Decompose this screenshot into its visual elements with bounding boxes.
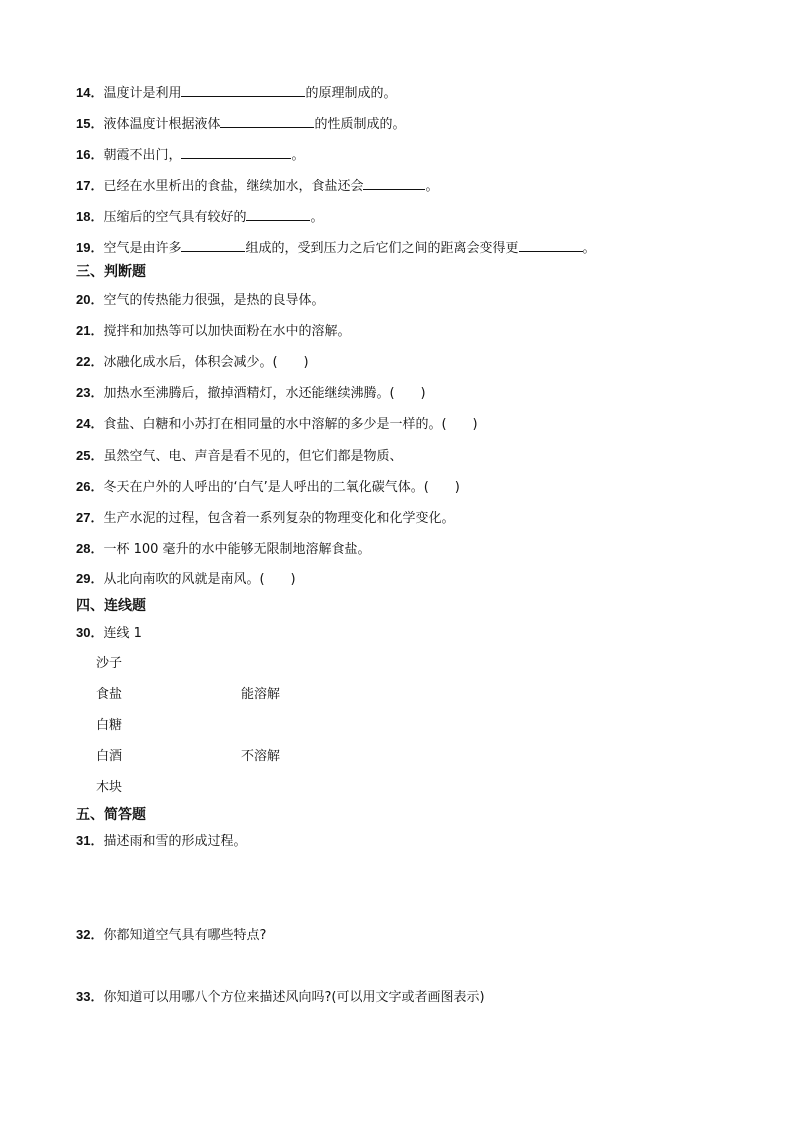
match-left-item[interactable]: 白酒	[96, 749, 123, 764]
question-24	[76, 415, 478, 434]
question-number: 14．	[76, 85, 104, 100]
question-22	[76, 353, 309, 372]
question-15	[76, 114, 406, 134]
question-19	[76, 238, 596, 258]
question-text: 温度计是利用	[103, 86, 182, 101]
question-28	[76, 540, 371, 559]
question-number: 28．	[76, 541, 104, 556]
match-right-item[interactable]: 能溶解	[241, 687, 281, 702]
question-number: 19．	[76, 240, 104, 255]
question-text: 你都知道空气具有哪些特点?	[103, 928, 267, 943]
match-left-item[interactable]: 沙子	[96, 656, 123, 671]
question-14	[76, 83, 397, 103]
question-number: 16．	[76, 147, 104, 162]
question-number: 20．	[76, 292, 104, 307]
question-text: 你知道可以用哪八个方位来描述风向吗?(可以用文字或者画图表示)	[103, 990, 485, 1005]
question-text: 从北向南吹的风就是南风。( )	[103, 572, 296, 587]
question-33	[76, 988, 485, 1007]
question-32	[76, 926, 266, 945]
question-text: 一杯 100 毫升的水中能够无限制地溶解食盐。	[103, 542, 371, 557]
question-21	[76, 322, 350, 341]
question-number: 17．	[76, 178, 104, 193]
question-number: 25．	[76, 448, 104, 463]
question-text: 的原理制成的。	[305, 86, 397, 101]
question-text: 连线 1	[103, 626, 142, 641]
question-number: 26．	[76, 479, 104, 494]
match-left-item[interactable]: 食盐	[96, 687, 123, 702]
question-text: 加热水至沸腾后，撤掉酒精灯，水还能继续沸腾。( )	[103, 386, 426, 401]
question-text: 空气的传热能力很强，是热的良导体。	[103, 293, 325, 308]
question-number: 24．	[76, 416, 104, 431]
question-text: 搅拌和加热等可以加快面粉在水中的溶解。	[103, 324, 351, 339]
question-31	[76, 832, 246, 851]
match-right-item[interactable]: 不溶解	[241, 749, 281, 764]
question-number: 32．	[76, 927, 104, 942]
question-number: 21．	[76, 323, 104, 338]
question-27	[76, 509, 454, 528]
question-text: 朝霞不出门，	[103, 148, 182, 163]
question-text: 的性质制成的。	[314, 117, 406, 132]
question-text: 虽然空气、电、声音是看不见的，但它们都是物质、	[103, 449, 403, 464]
question-text: 。	[582, 241, 596, 256]
question-20	[76, 291, 324, 310]
question-text: 。	[310, 210, 324, 225]
question-16	[76, 145, 305, 165]
question-number: 30．	[76, 625, 104, 640]
question-text: 描述雨和雪的形成过程。	[103, 834, 247, 849]
question-text: 压缩后的空气具有较好的	[103, 210, 247, 225]
question-number: 22．	[76, 354, 104, 369]
question-18	[76, 207, 324, 227]
section-heading-matching: 四、连线题	[76, 598, 146, 614]
question-26	[76, 478, 460, 497]
answer-blank[interactable]	[181, 83, 305, 97]
question-text: 生产水泥的过程，包含着一系列复杂的物理变化和化学变化。	[103, 511, 455, 526]
question-text: 空气是由许多	[103, 241, 182, 256]
question-text: 组成的，受到压力之后它们之间的距离会变得更	[245, 241, 519, 256]
question-17	[76, 176, 439, 196]
match-left-item[interactable]: 白糖	[96, 718, 123, 733]
answer-blank[interactable]	[181, 238, 245, 252]
question-number: 18．	[76, 209, 104, 224]
answer-blank[interactable]	[246, 207, 310, 221]
question-25	[76, 447, 402, 466]
section-heading-short-answer: 五、简答题	[76, 807, 146, 823]
question-text: 冰融化成水后，体积会减少。( )	[103, 355, 309, 370]
question-text: 冬天在户外的人呼出的‘白气’是人呼出的二氧化碳气体。( )	[103, 480, 460, 495]
question-text: 液体温度计根据液体	[103, 117, 221, 132]
question-text: 已经在水里析出的食盐，继续加水，食盐还会	[103, 179, 364, 194]
question-number: 27．	[76, 510, 104, 525]
question-29	[76, 570, 296, 589]
question-number: 15．	[76, 116, 104, 131]
answer-blank[interactable]	[181, 145, 291, 159]
answer-blank[interactable]	[363, 176, 425, 190]
question-text: 食盐、白糖和小苏打在相同量的水中溶解的多少是一样的。( )	[103, 417, 478, 432]
question-number: 31．	[76, 833, 104, 848]
question-text: 。	[291, 148, 305, 163]
question-number: 29．	[76, 571, 104, 586]
section-heading-judge: 三、判断题	[76, 264, 146, 280]
match-left-item[interactable]: 木块	[96, 780, 123, 795]
answer-blank[interactable]	[220, 114, 314, 128]
question-number: 33．	[76, 989, 104, 1004]
question-30	[76, 624, 142, 643]
question-text: 。	[425, 179, 439, 194]
answer-blank[interactable]	[519, 238, 583, 252]
question-23	[76, 384, 426, 403]
question-number: 23．	[76, 385, 104, 400]
